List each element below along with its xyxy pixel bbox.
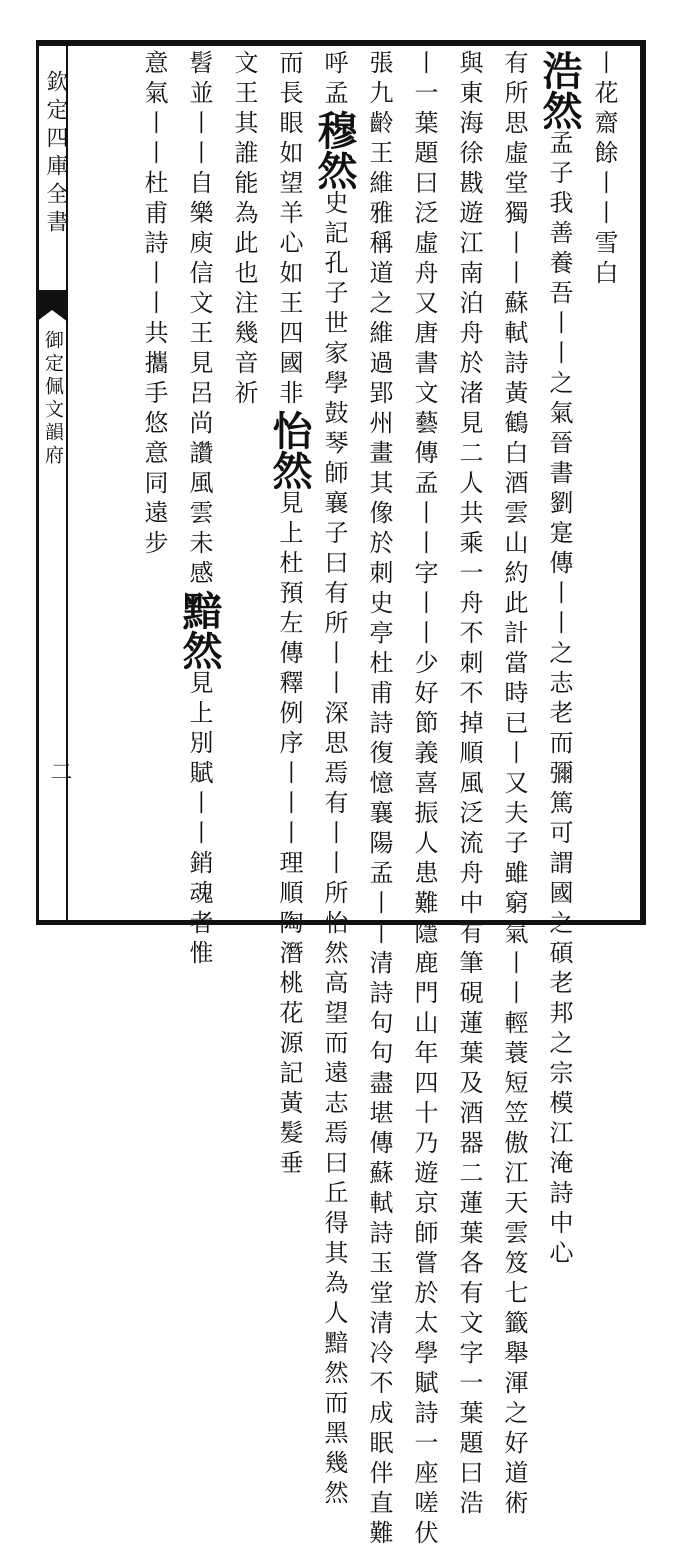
frame-left-rule xyxy=(36,40,39,925)
frame-top-rule xyxy=(36,40,646,46)
text-column-2: 浩然孟子我善養吾丨丨之氣晉書劉寔傳丨丨之志老而彌篤可謂國之碩老邦之宗模江淹詩中心 xyxy=(536,50,583,1270)
headword: 穆然 xyxy=(311,110,358,190)
text-column-4: 與東海徐戡遊江南泊舟於渚見二人共乘一舟不刺不掉順風泛流舟中有筆硯蓮葉及酒器二蓮葉各有文字一葉題曰浩 xyxy=(455,50,483,1520)
frame-right-rule xyxy=(640,40,646,925)
text-column-11: 意氣丨丨杜甫詩丨丨共攜手悠意同遠步 xyxy=(140,50,168,560)
text-column-1: 丨花齋餘丨丨雪白 xyxy=(590,50,618,290)
text-column-9: 文王其誰能為此也注幾音祈 xyxy=(230,50,258,410)
text-column-7: 呼孟穆然史記孔子世家學鼓琴師襄子曰有所丨丨深思焉有丨丨所怡然高望而遠志焉曰丘得其為人黯然而黑幾然 xyxy=(311,50,358,1510)
text-column-5: 丨一葉題曰泛虛舟又唐書文藝傳孟丨丨字丨丨少好節義喜振人患難隱鹿門山年四十乃遊京師嘗於太學賦詩一座嗟伏 xyxy=(410,50,438,1550)
margin-book-title: 欽定四庫全書 xyxy=(43,70,68,238)
text-column-10: 髫並丨丨自樂庾信文王見呂尚讚風雲未感黯然見上別賦丨丨銷魂者惟 xyxy=(176,50,223,970)
headword: 怡然 xyxy=(266,410,313,490)
page-number: 二 xyxy=(47,760,72,788)
text-column-3: 有所思虛堂獨丨丨蘇軾詩黃鶴白酒雲山約此計當時已丨又夫子雖窮氣丨丨輕蓑短笠傲江天雲笈七籤舉渾之好道術 xyxy=(500,50,528,1520)
fishtail-notch xyxy=(36,310,68,322)
text-column-8: 而長眼如望羊心如王四國非怡然見上杜預左傳釋例序丨丨丨理順陶潛桃花源記黃髮垂 xyxy=(266,50,313,1180)
text-column-6: 張九齡王維雅稱道之維過郢州畫其像於刺史亭杜甫詩復憶襄陽孟丨丨清詩句句盡堪傳蘇軾詩玉堂清冷不成眠伴直難 xyxy=(365,50,393,1550)
headword: 浩然 xyxy=(536,50,583,130)
margin-section-title: 御定佩文韻府 xyxy=(42,330,64,468)
fishtail-mark xyxy=(36,290,68,310)
headword: 黯然 xyxy=(176,590,223,670)
